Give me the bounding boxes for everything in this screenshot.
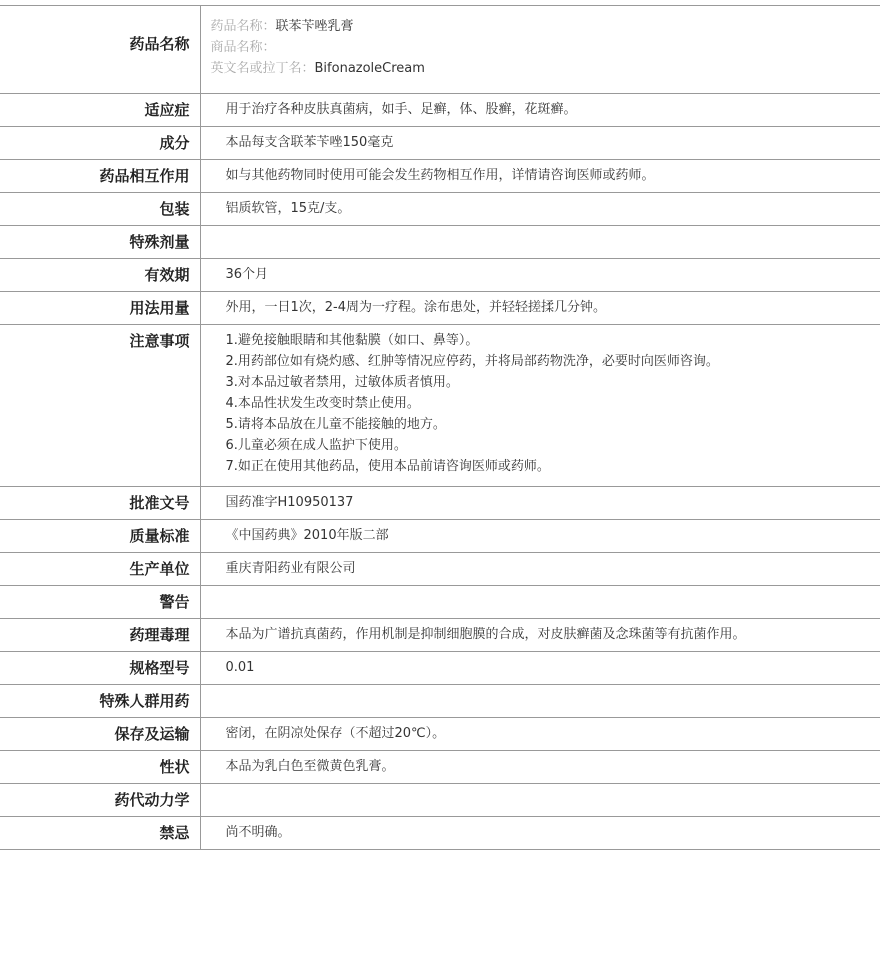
row-label: 用法用量 <box>0 292 200 325</box>
row-value: 铝质软管，15克/支。 <box>200 193 880 226</box>
precaution-item: 6.儿童必须在成人监护下使用。 <box>225 438 407 453</box>
row-label: 生产单位 <box>0 553 200 586</box>
trade-name-line <box>211 37 880 58</box>
precautions-list <box>200 325 880 487</box>
row-value <box>200 685 880 718</box>
row-value: 重庆青阳药业有限公司 <box>200 553 880 586</box>
row-drug-interactions <box>0 160 880 193</box>
english-name-line <box>211 58 880 79</box>
precaution-item: 7.如正在使用其他药品，使用本品前请咨询医师或药师。 <box>225 459 550 474</box>
row-value: 如与其他药物同时使用可能会发生药物相互作用，详情请咨询医师或药师。 <box>200 160 880 193</box>
row-manufacturer <box>0 553 880 586</box>
row-ingredients <box>0 127 880 160</box>
row-quality-standard <box>0 520 880 553</box>
generic-name-value: 联苯苄唑乳膏 <box>275 19 354 34</box>
row-label: 药品名称 <box>0 6 200 94</box>
row-label: 特殊人群用药 <box>0 685 200 718</box>
row-value: 本品每支含联苯苄唑150毫克 <box>200 127 880 160</box>
row-storage <box>0 718 880 751</box>
row-label: 注意事项 <box>0 325 200 487</box>
drug-info-sheet <box>0 5 880 850</box>
row-label: 药理毒理 <box>0 619 200 652</box>
precaution-item: 2.用药部位如有烧灼感、红肿等情况应停药，并将局部药物洗净，必要时向医师咨询。 <box>225 354 719 369</box>
row-value: 外用，一日1次，2-4周为一疗程。涂布患处，并轻轻搓揉几分钟。 <box>200 292 880 325</box>
row-appearance <box>0 751 880 784</box>
row-pharmacology <box>0 619 880 652</box>
row-value: 0.01 <box>200 652 880 685</box>
generic-name-line <box>211 16 880 37</box>
row-label: 警告 <box>0 586 200 619</box>
drug-info-table <box>0 5 880 850</box>
drug-name-values <box>200 6 880 94</box>
row-contraindications <box>0 817 880 850</box>
row-label: 药品相互作用 <box>0 160 200 193</box>
row-label: 质量标准 <box>0 520 200 553</box>
precaution-item: 1.避免接触眼睛和其他黏膜（如口、鼻等）。 <box>225 333 479 348</box>
row-label: 批准文号 <box>0 487 200 520</box>
row-label: 有效期 <box>0 259 200 292</box>
row-approval-number <box>0 487 880 520</box>
generic-name-key: 药品名称： <box>210 19 276 34</box>
precaution-item: 5.请将本品放在儿童不能接触的地方。 <box>225 417 446 432</box>
english-name-value: BifonazoleCream <box>314 61 425 76</box>
row-indications <box>0 94 880 127</box>
row-label: 保存及运输 <box>0 718 200 751</box>
row-special-dosage <box>0 226 880 259</box>
row-label: 药代动力学 <box>0 784 200 817</box>
row-shelf-life <box>0 259 880 292</box>
row-value: 尚不明确。 <box>200 817 880 850</box>
row-value <box>200 784 880 817</box>
row-specification <box>0 652 880 685</box>
row-precautions <box>0 325 880 487</box>
row-value: 本品为广谱抗真菌药，作用机制是抑制细胞膜的合成，对皮肤癣菌及念珠菌等有抗菌作用。 <box>200 619 880 652</box>
trade-name-key: 商品名称： <box>210 40 276 55</box>
english-name-key: 英文名或拉丁名： <box>210 61 315 76</box>
row-value: 本品为乳白色至微黄色乳膏。 <box>200 751 880 784</box>
row-label: 性状 <box>0 751 200 784</box>
row-label: 适应症 <box>0 94 200 127</box>
row-value: 用于治疗各种皮肤真菌病，如手、足癣，体、股癣，花斑癣。 <box>200 94 880 127</box>
row-warning <box>0 586 880 619</box>
row-label: 规格型号 <box>0 652 200 685</box>
row-value <box>200 586 880 619</box>
row-label: 特殊剂量 <box>0 226 200 259</box>
row-label: 成分 <box>0 127 200 160</box>
row-special-populations <box>0 685 880 718</box>
precaution-item: 3.对本品过敏者禁用，过敏体质者慎用。 <box>225 375 459 390</box>
row-value: 国药准字H10950137 <box>200 487 880 520</box>
row-value: 36个月 <box>200 259 880 292</box>
precaution-item: 4.本品性状发生改变时禁止使用。 <box>225 396 420 411</box>
row-value <box>200 226 880 259</box>
row-pharmacokinetics <box>0 784 880 817</box>
row-dosage <box>0 292 880 325</box>
row-packaging <box>0 193 880 226</box>
row-value: 密闭，在阴凉处保存（不超过20℃）。 <box>200 718 880 751</box>
row-label: 包装 <box>0 193 200 226</box>
row-drug-name <box>0 6 880 94</box>
row-value: 《中国药典》2010年版二部 <box>200 520 880 553</box>
row-label: 禁忌 <box>0 817 200 850</box>
